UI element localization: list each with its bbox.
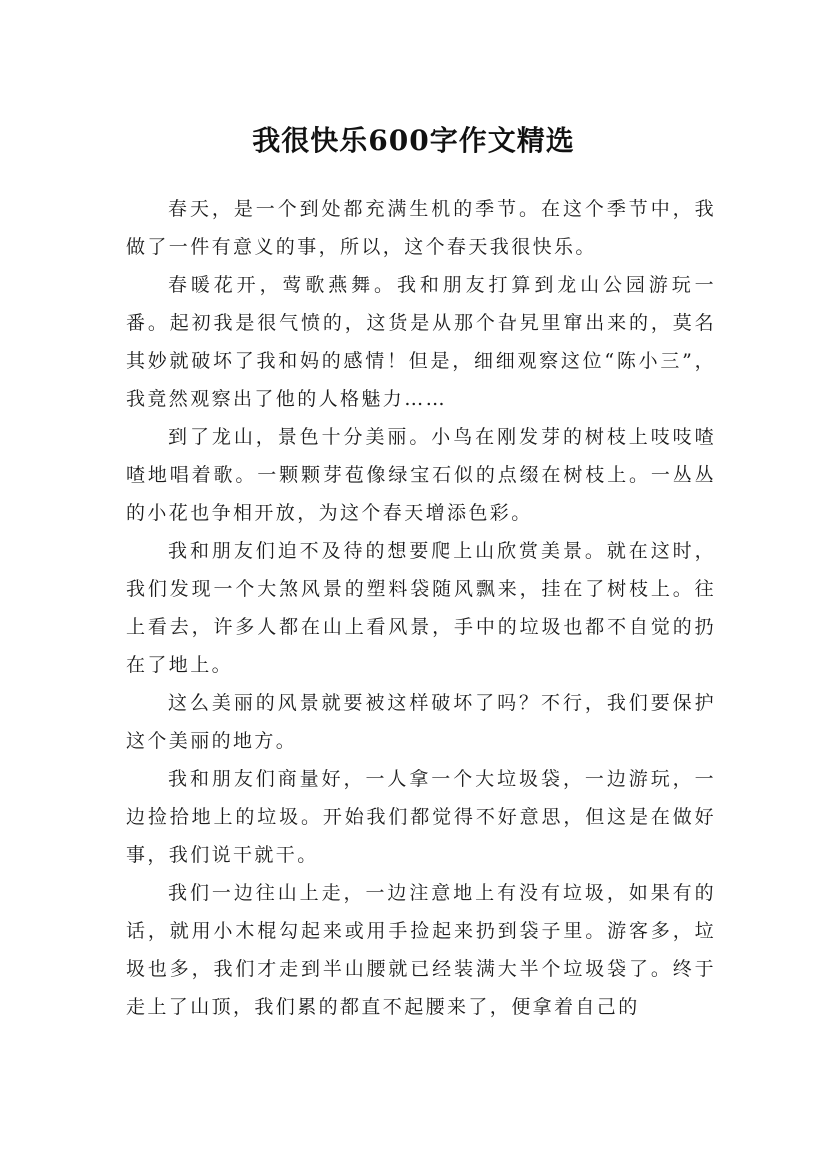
document-body <box>126 190 716 1026</box>
document-title: 我很快乐600字作文精选 <box>252 123 575 157</box>
paragraph-3: 到了龙山，景色十分美丽。小鸟在刚发芽的树枝上吱吱喳喳地唱着歌。一颗颗芽苞像绿宝石似的点缀在树枝上。一丛丛的小花也争相开放，为这个春天增添色彩。 <box>126 426 716 524</box>
paragraph-7: 我们一边往山上走，一边注意地上有没有垃圾，如果有的话，就用小木棍勾起来或用手捡起来扔到袋子里。游客多，垃圾也多，我们才走到半山腰就已经装满大半个垃圾袋了。终于走上了山顶，我们累的都直不起腰来了，便拿着自己的 <box>126 882 716 1018</box>
paragraph-4: 我和朋友们迫不及待的想要爬上山欣赏美景。就在这时，我们发现一个大煞风景的塑料袋随风飘来，挂在了树枝上。往上看去，许多人都在山上看风景，手中的垃圾也都不自觉的扔在了地上。 <box>126 540 716 676</box>
paragraph-6: 我和朋友们商量好，一人拿一个大垃圾袋，一边游玩，一边捡拾地上的垃圾。开始我们都觉得不好意思，但这是在做好事，我们说干就干。 <box>126 768 716 866</box>
paragraph-1: 春天，是一个到处都充满生机的季节。在这个季节中，我做了一件有意义的事，所以，这个春天我很快乐。 <box>126 198 716 258</box>
paragraph-5: 这么美丽的风景就要被这样破坏了吗？不行，我们要保护这个美丽的地方。 <box>126 692 716 752</box>
paragraph-2: 春暖花开，莺歌燕舞。我和朋友打算到龙山公园游玩一番。起初我是很气愤的，这货是从那个旮旯里窜出来的，莫名其妙就破坏了我和妈的感情！但是，细细观察这位“陈小三”，我竟然观察出了他的人格魅力…… <box>126 274 716 410</box>
